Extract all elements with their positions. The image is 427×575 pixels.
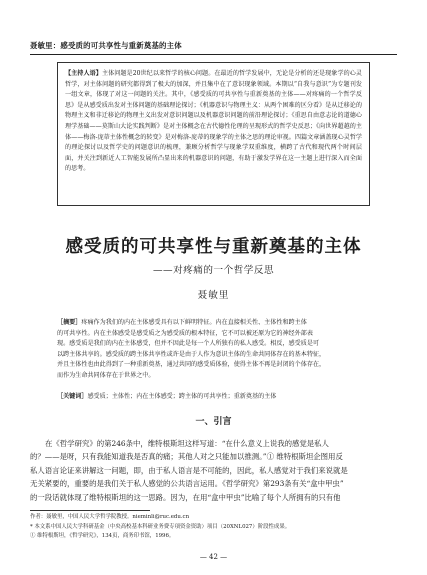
abstract-line: 的可共享性。内在主体感受是感受质之为感受质的根本特征，它不可以被还原为它的神经外部表 [57, 329, 313, 337]
article-subtitle: ——对疼痛的一个哲学反思 [152, 265, 275, 276]
abstract-line [57, 318, 370, 329]
body-text [30, 437, 397, 504]
author-name: 聂敏里 [197, 290, 230, 301]
abstract-line: 并且主体性也由此得到了一种重新奠基，通过共同的感受质体验，使得主体不再是封闭的个体存在， [57, 361, 326, 369]
keywords-label: ［关键词］ [57, 393, 88, 400]
body-line: 的一段话就体现了维特根斯坦的这一思路。因为，在用“盒中甲虫”比喻了每个人所拥有的只有他 [30, 492, 341, 502]
body-line: 无关紧要的，重要的是我们关于私人感觉的公共语言运用。《哲学研究》第293条有关“盒中甲虫” [30, 479, 344, 489]
host-note-label: 【主持人语】 [65, 70, 102, 77]
footnote-funding: * 本文系中国人民大学科研基金（中央高校基本科研业务费专项资金资助）项目（20XNL027）阶段性成果。 [30, 523, 291, 530]
body-line: 私人语言论证来讲解这一问题，即，由于私人语言是不可能的，因此，私人感觉对于我们来说就是 [30, 465, 348, 475]
body-line: 的？——是呀，只有我能知道我是否真的痛；其他人对之只能加以推测。”① 维特根斯坦企图用反 [30, 452, 343, 462]
footnotes [30, 513, 397, 542]
body-line: 在《哲学研究》的第246条中，维特根斯坦这样写道：“在什么意义上说我的感觉是私人 [45, 439, 329, 448]
keywords [57, 392, 370, 403]
abstract-label: ［摘要］ [57, 319, 82, 326]
abstract-line: 而作为生命共同体存在于世界之中。 [57, 371, 155, 379]
article-title: 感受质的可共享性与重新奠基的主体 [65, 237, 362, 257]
keywords-text: 感受质；主体性；内在主体感受；跨主体的可共享性；重新奠基的主体 [87, 393, 277, 400]
abstract-line: 以跨主体共享的。感受质的跨主体共享性或许是由于人作为意识主体的生命共同体存在的基本特征， [57, 350, 326, 358]
section-heading: 一、引言 [195, 417, 232, 427]
abstract-line: 现。感受质是我们的内在主体感受，但并不因此是每一个人所独有的私人感受。相反，感受质是可 [57, 340, 320, 348]
abstract [57, 318, 370, 382]
footnote-reference: ① 维特根斯坦，《哲学研究》，134页，商务印书馆，1996。 [30, 533, 175, 540]
host-note-text: 主体问题是20世纪以来哲学的核心问题。在最近的哲学发展中，无论是分析的还是现象学的心灵哲学，对主体问题的研究都得到了极大的加深，并且集中在了意识现象领域。本期以“自我与意识”为专题刊发一组文章，体现了对这一问题的关注。其中，《感受质的可共享性与重新奠基的主体——对疼痛的一个哲学反思》是从感受质出发对主体问题的基础理论探讨；《机器意识与物理主义：从两个困难的区分看》是从迁移论的物理主义和非迁移论的物理主义出发对意识问题以及机器意识问题的前沿理论探讨；《重思自由意志论的道德心理学基础——莫斯山大论实践判断》是对主体概念在古代德性伦理的呈现形式的哲学史反思；《向世界超越的主体——梅洛-庞蒂主体性概念的转变》是对梅洛-庞蒂的现象学的主体之思的理论审视。四篇文章涵盖现心灵哲学的理论探讨以及哲学史的问题意识的梳理，兼顾分析哲学与现象学双重维度，横跨了古代和现代两个时间层面，并关注到新近人工智能发展所凸显出来的机器意识的问题，有助于激发学界在这一主题上进行深入而全面的思考。 [65, 70, 363, 173]
footnote-divider [30, 510, 150, 511]
running-head: 聂敏里：感受质的可共享性与重新奠基的主体 [30, 40, 397, 55]
footnote-author: 作者：聂敏里，中国人民大学哲学院教授。nieminli@ruc.edu.cn [30, 514, 190, 520]
host-note-box [57, 62, 370, 206]
page-number: — 42 — [199, 553, 228, 561]
abstract-line-text: 疼痛作为我们的内在主体感受具有以下鲜明特征。内在直接相关性、主体性和跨主体 [81, 319, 307, 326]
